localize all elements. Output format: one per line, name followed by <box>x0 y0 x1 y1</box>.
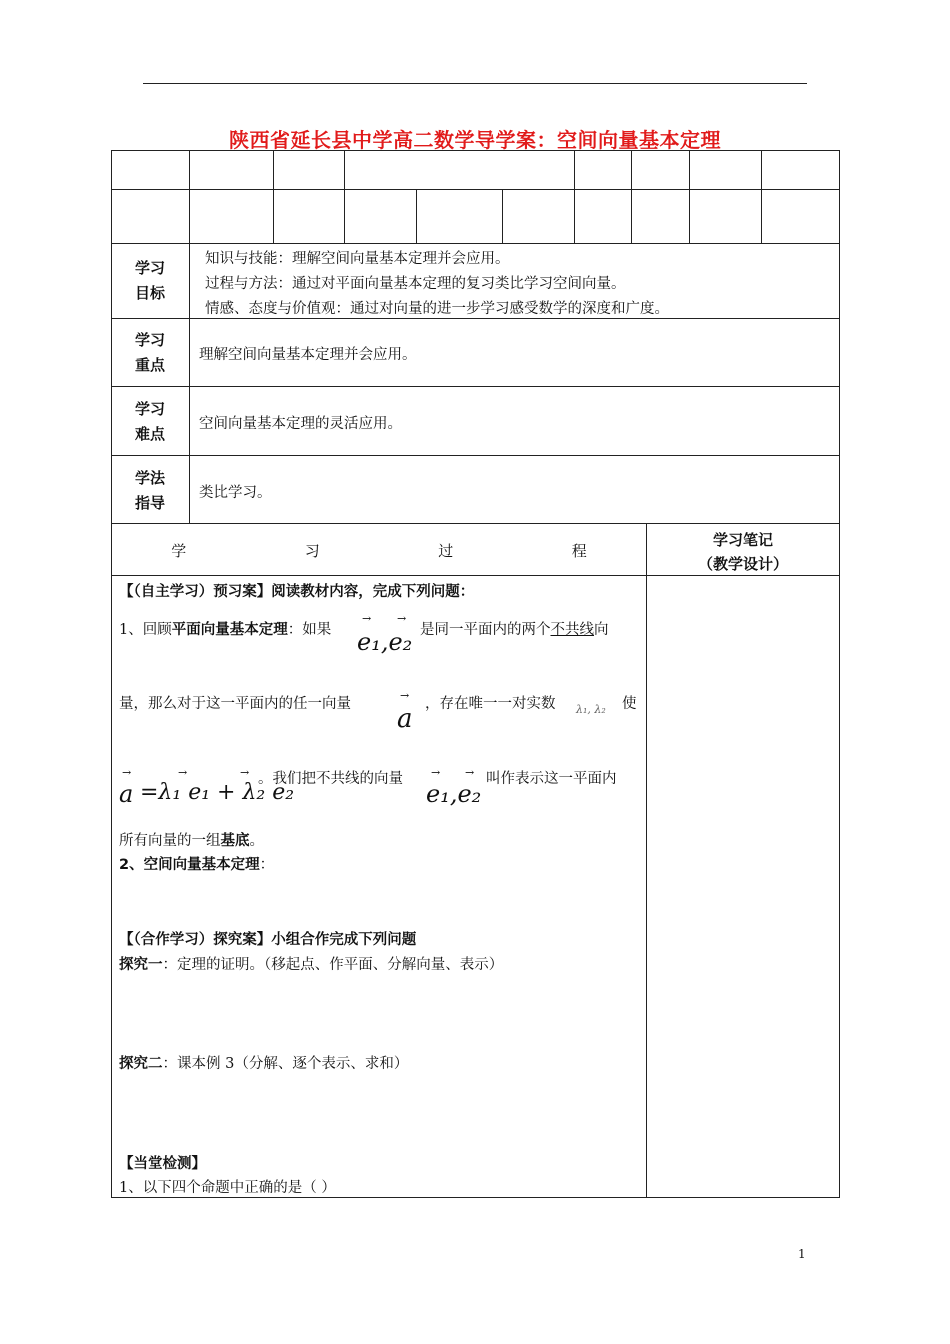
header-rule <box>143 83 807 84</box>
process-header <box>112 540 646 561</box>
row-line <box>111 318 840 319</box>
coop-heading: 【（合作学习）探究案】小组合作完成下列问题 <box>119 932 417 948</box>
preview-line3b: 叫作表示这一平面内 <box>486 771 617 787</box>
difficulty-label <box>111 397 189 447</box>
row-line <box>111 189 840 190</box>
vector-arrow: → <box>431 766 441 779</box>
method-label <box>111 466 189 516</box>
notes-header-line2: （教学设计） <box>697 555 788 573</box>
explore2 <box>119 1052 408 1073</box>
vector-arrow: → <box>397 612 407 625</box>
vector-arrow: → <box>122 766 132 779</box>
focus-label-1: 学习 <box>134 331 165 349</box>
col-line <box>631 150 632 243</box>
explore1-label: 探究一 <box>119 957 163 973</box>
preview-line2c: 使 <box>622 696 637 712</box>
preview-heading: 【（自主学习）预习案】阅读教材内容，完成下列问题： <box>119 584 475 600</box>
notes-col-line <box>646 523 647 1198</box>
goal-line-2: 过程与方法：通过对平面向量基本定理的复习类比学习空间向量。 <box>205 276 626 292</box>
preview-line2b: ，存在唯一一对实数 <box>425 696 556 712</box>
notes-header-line1: 学习笔记 <box>712 531 773 549</box>
col-line <box>416 189 417 243</box>
vector-arrow: → <box>240 766 250 779</box>
method-label-1: 学法 <box>134 469 165 487</box>
col-line <box>761 150 762 243</box>
preview-line2a: 量，那么对于这一平面内的任一向量 <box>119 696 351 712</box>
col-line <box>344 150 345 243</box>
preview-line4 <box>119 829 264 850</box>
method-label-2: 指导 <box>134 494 165 512</box>
method-text: 类比学习。 <box>199 485 272 501</box>
explore1-text: ：定理的证明。（移起点、作平面、分解向量、表示） <box>162 957 504 973</box>
row-line <box>111 243 840 244</box>
math-a: a <box>397 704 413 734</box>
process-char: 习 <box>304 542 320 560</box>
math-eq-rest: =λ₁ e₁ + λ₂ e₂ <box>140 780 295 805</box>
preview-item1-rest <box>420 618 609 639</box>
math-lambdas: λ₁, λ₂ <box>576 703 606 716</box>
goal-line-1: 知识与技能：理解空间向量基本定理并会应用。 <box>205 251 510 267</box>
math-e1e2-basis: e₁,e₂ <box>426 780 482 808</box>
goals-label-2: 目标 <box>134 284 165 302</box>
process-char: 过 <box>438 542 454 560</box>
goals-label <box>111 256 189 306</box>
line4-a: 所有向量的一组 <box>119 833 221 849</box>
page-number: 1 <box>798 1247 806 1261</box>
item1-prefix: 1、回顾 <box>119 622 172 638</box>
vector-arrow: → <box>400 689 410 702</box>
row-line <box>111 523 840 524</box>
item1-after: 是同一平面内的两个 <box>420 622 551 638</box>
item2-bold: 2、空间向量基本定理 <box>119 857 260 873</box>
line4-bold: 基底 <box>220 833 250 849</box>
goal-line-3: 情感、态度与价值观：通过对向量的进一步学习感受数学的深度和广度。 <box>205 301 669 317</box>
item2-end: ： <box>259 857 275 873</box>
difficulty-label-1: 学习 <box>134 400 165 418</box>
item1-underline: 不共线 <box>550 622 594 638</box>
label-col-line <box>189 243 190 523</box>
explore2-label: 探究二 <box>119 1056 163 1072</box>
preview-item2 <box>119 853 274 874</box>
col-line <box>574 150 575 243</box>
notes-header <box>647 528 839 576</box>
focus-label-2: 重点 <box>134 356 165 374</box>
check-q1: 1、以下四个命题中正确的是（ ） <box>119 1180 336 1196</box>
vector-arrow: → <box>362 612 372 625</box>
vector-arrow: → <box>465 766 475 779</box>
math-eq-a: a <box>119 780 134 808</box>
preview-line3a: 。我们把不共线的向量 <box>258 771 403 787</box>
check-heading: 【当堂检测】 <box>119 1156 206 1172</box>
explore1 <box>119 953 503 974</box>
math-e1e2: e₁,e₂ <box>357 628 413 656</box>
item1-mid: ：如果 <box>287 622 332 638</box>
goals-label-1: 学习 <box>134 259 165 277</box>
col-line <box>689 150 690 243</box>
focus-text: 理解空间向量基本定理并会应用。 <box>199 347 417 363</box>
page-title: 陕西省延长县中学高二数学导学案：空间向量基本定理 <box>229 128 721 152</box>
focus-label <box>111 328 189 378</box>
process-char: 程 <box>571 542 587 560</box>
col-line <box>189 150 190 243</box>
explore2-text: ：课本例 3（分解、逐个表示、求和） <box>162 1056 409 1072</box>
col-line <box>273 150 274 243</box>
preview-item1 <box>119 618 331 639</box>
col-line <box>502 189 503 243</box>
difficulty-label-2: 难点 <box>134 425 165 443</box>
row-line <box>111 455 840 456</box>
row-line <box>111 386 840 387</box>
process-char: 学 <box>171 542 187 560</box>
vector-arrow: → <box>178 766 188 779</box>
line4-end: 。 <box>249 833 264 849</box>
difficulty-text: 空间向量基本定理的灵活应用。 <box>199 416 402 432</box>
item1-end: 向 <box>594 622 609 638</box>
item1-bold: 平面向量基本定理 <box>171 622 288 638</box>
